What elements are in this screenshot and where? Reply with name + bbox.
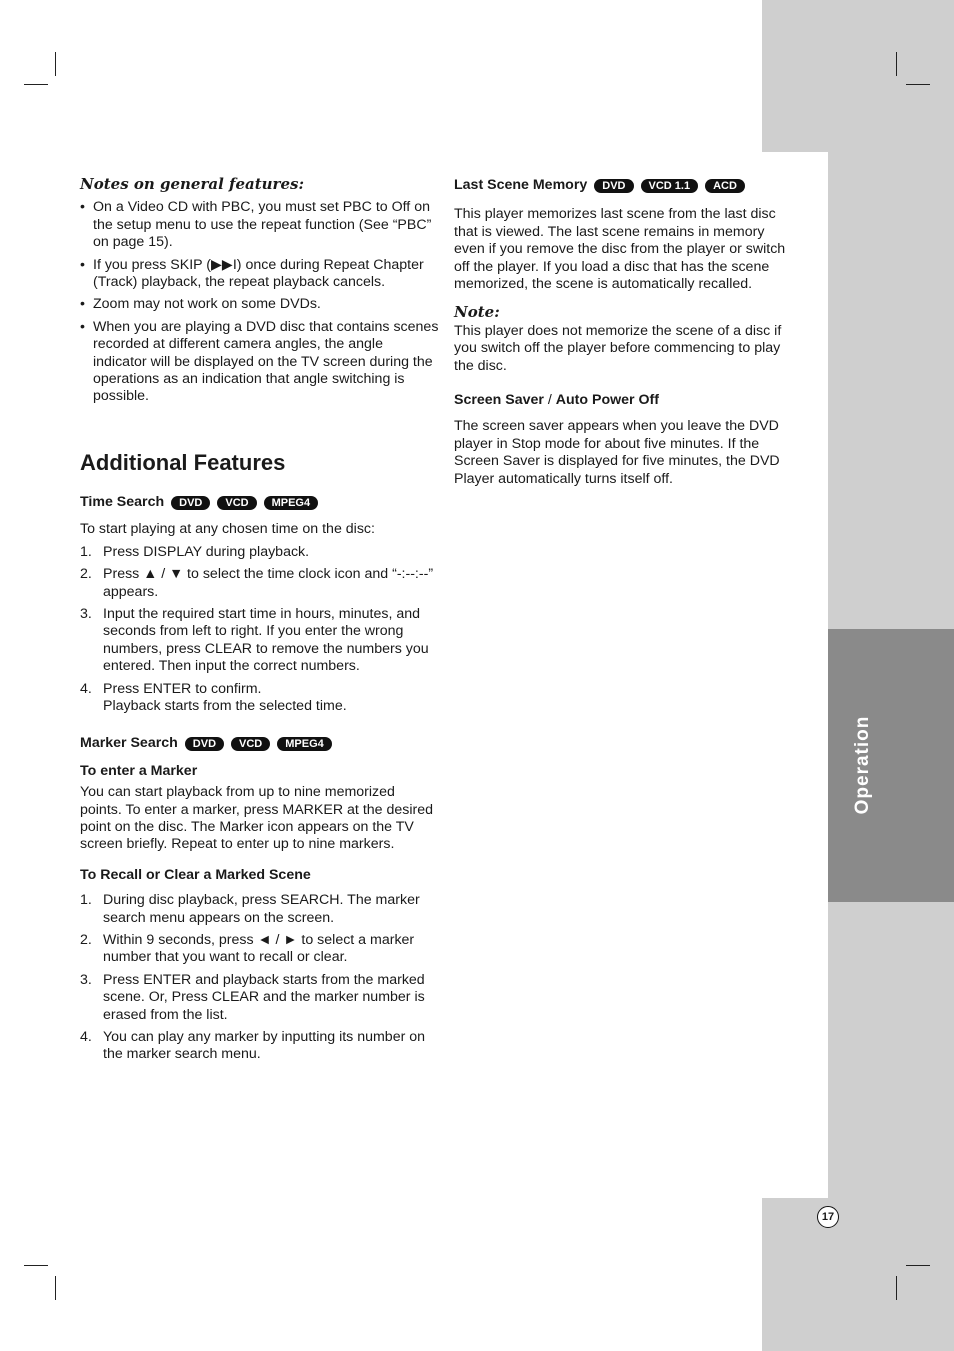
disc-badge-mpeg4: MPEG4 [277, 737, 332, 751]
step-text: During disc playback, press SEARCH. The marker search menu appears on the screen. [103, 892, 420, 926]
step-number: 2. [80, 566, 92, 583]
disc-badge-acd: ACD [705, 179, 745, 193]
recall-marker-title: To Recall or Clear a Marked Scene [80, 866, 311, 883]
step-item [80, 566, 440, 601]
crop-mark [906, 1265, 930, 1266]
crop-mark [55, 52, 56, 76]
note-text: This player does not memorize the scene of a disc if you switch off the player before commencing to play the disc. [454, 322, 782, 374]
step-item [80, 681, 440, 716]
notes-list [80, 199, 440, 405]
screen-saver-heading [454, 392, 799, 409]
disc-badge-dvd: DVD [171, 496, 210, 510]
left-column [80, 176, 440, 1069]
step-text: You can play any marker by inputting its number on the marker search menu. [103, 1029, 426, 1063]
disc-badge-vcd: VCD [217, 496, 256, 510]
time-search-intro: To start playing at any chosen time on the disc: [80, 521, 375, 538]
notes-item: • When you are playing a DVD disc that contains scenes recorded at different camera angles, the angle indicator will be displayed on the TV screen during the operations as an indication that angle switching is possible. [80, 319, 440, 406]
step-number: 3. [80, 605, 92, 622]
section-tab [828, 629, 954, 902]
disc-badge-vcd: VCD [231, 737, 270, 751]
marker-steps [80, 892, 440, 1064]
step-number: 1. [80, 543, 92, 560]
enter-marker-text: You can start playback from up to nine memorized points. To enter a marker, press MARKER at the desired point on the disc. The Marker icon appears on the TV screen briefly. Repeat to enter up to nine markers. [80, 784, 434, 853]
enter-marker-title: To enter a Marker [80, 762, 198, 779]
step-item [80, 892, 440, 927]
marker-search-title: Marker Search [80, 735, 178, 752]
notes-item: • Zoom may not work on some DVDs. [80, 296, 440, 313]
additional-features-title: Additional Features [80, 449, 286, 475]
crop-mark [24, 1265, 48, 1266]
section-tab-label: Operation [852, 715, 873, 815]
notes-title: Notes on general features: [80, 175, 304, 193]
screen-saver-separator: / [543, 392, 556, 409]
crop-mark [24, 84, 48, 85]
side-panel-bottom [762, 1198, 954, 1351]
last-scene-title: Last Scene Memory [454, 177, 588, 193]
step-item [80, 972, 440, 1024]
step-number: 3. [80, 971, 92, 988]
step-number: 4. [80, 1029, 92, 1046]
time-search-heading [80, 494, 440, 511]
step-text: Press ENTER to confirm. [103, 680, 262, 697]
step-text: Press DISPLAY during playback. [103, 543, 310, 560]
step-text: Playback starts from the selected time. [103, 697, 347, 714]
step-item [80, 932, 440, 967]
time-search-title: Time Search [80, 493, 165, 510]
step-item [80, 1029, 440, 1064]
time-search-steps [80, 544, 440, 716]
crop-mark [896, 52, 897, 76]
right-column [454, 177, 799, 488]
screen-saver-text: The screen saver appears when you leave the DVD player in Stop mode for about five minutes. If the Screen Saver is displayed for five minutes, the DVD Player automatically turns itself off. [454, 418, 780, 487]
auto-power-off-title: Auto Power Off [555, 392, 659, 409]
crop-mark [906, 84, 930, 85]
step-number: 1. [80, 892, 92, 909]
step-number: 2. [80, 932, 92, 948]
last-scene-heading [454, 177, 799, 194]
notes-item: • If you press SKIP (▶▶I) once during Repeat Chapter (Track) playback, the repeat playback cancels. [80, 257, 440, 292]
disc-badge-vcd: VCD 1.1 [641, 179, 699, 193]
note-title: Note: [454, 303, 500, 322]
step-item [80, 544, 440, 561]
crop-mark [55, 1276, 56, 1300]
disc-badge-dvd: DVD [185, 737, 224, 751]
step-item [80, 606, 440, 676]
notes-item: • On a Video CD with PBC, you must set PBC to Off on the setup menu to use the repeat function (See “PBC” on page 15). [80, 199, 440, 251]
screen-saver-title: Screen Saver [454, 392, 544, 409]
step-text: Input the required start time in hours, minutes, and seconds from left to right. If you enter the wrong numbers, press CLEAR to remove the numbers you entered. Then input the correct numbers. [103, 605, 429, 675]
page-number: 17 [817, 1206, 839, 1228]
crop-mark [896, 1276, 897, 1300]
marker-search-heading [80, 735, 440, 752]
side-panel-top [762, 0, 954, 152]
disc-badge-dvd: DVD [594, 179, 633, 193]
last-scene-text: This player memorizes last scene from the last disc that is viewed. The last scene remains in memory even if you remove the disc from the player or switch off the player. If you load a disc that has the scene memorized, the scene is automatically recalled. [454, 206, 786, 293]
step-text: Press ▲ / ▼ to select the time clock icon and “-:--:--” appears. [103, 566, 434, 600]
step-text: Press ENTER and playback starts from the marked scene. Or, Press CLEAR and the marker number is erased from the list. [103, 971, 425, 1023]
step-number: 4. [80, 680, 92, 697]
disc-badge-mpeg4: MPEG4 [264, 496, 319, 510]
step-text: Within 9 seconds, press ◄ / ► to select a marker number that you want to recall or clear. [103, 932, 415, 966]
